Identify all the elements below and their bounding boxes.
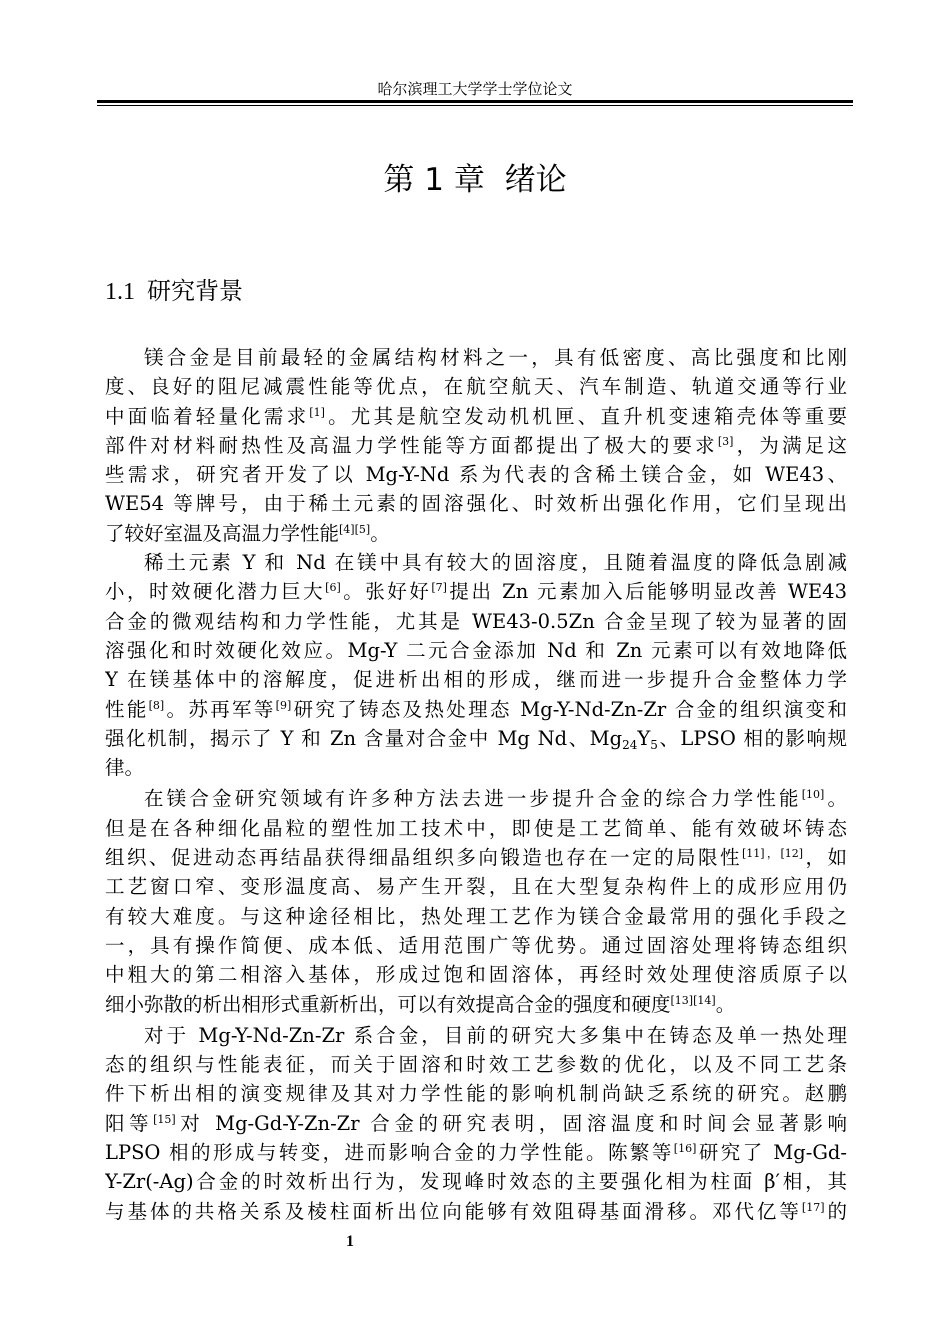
- text-line: [105, 753, 847, 782]
- text-line: [105, 665, 847, 694]
- citation-ref: [3]: [717, 434, 734, 448]
- header-rule-thin: [97, 105, 853, 106]
- citation-ref: [11]，[12]: [741, 847, 804, 861]
- text-line: [105, 784, 847, 813]
- subscript: 24: [622, 737, 638, 752]
- chapter-name: 绪论: [504, 162, 567, 198]
- chapter-title: [97, 160, 853, 200]
- text-line: [105, 1197, 847, 1226]
- text-line: [105, 1079, 847, 1108]
- line-text: 组织、促进动态再结晶获得细晶组织多向锻造也存在一定的局限性: [105, 846, 742, 870]
- line-text: 阳等: [105, 1111, 154, 1135]
- line-text: 在镁合金研究领域有许多种方法去进一步提升合金的综合力学性能: [144, 787, 802, 811]
- line-text: 合金的微观结构和力学性能，尤其是 WE43-0.5Zn 合金呈现了较为显著的固: [105, 609, 847, 633]
- line-text: 镁合金是目前最轻的金属结构材料之一，具有低密度、高比强度和比刚: [144, 346, 847, 369]
- line-text: 些需求，研究者开发了以 Mg-Y-Nd 系为代表的含稀土镁合金，如 WE43、: [105, 463, 847, 487]
- text-line: [105, 990, 847, 1019]
- text-line: [105, 695, 847, 724]
- citation-ref: [15]: [153, 1112, 176, 1126]
- line-text: Y-Zr(-Ag)合金的时效析出行为，发现峰时效态的主要强化相为柱面 β′相，其: [105, 1170, 847, 1194]
- line-text: 细小弥散的析出相形式重新析出，可以有效提高合金的强度和硬度: [105, 992, 671, 1016]
- text-line: [105, 1167, 847, 1196]
- line-text-cont: Y: [637, 726, 651, 750]
- text-line: [105, 1138, 847, 1167]
- line-text-cont: 提出 Zn 元素加入后能够明显改善 WE43: [446, 580, 847, 604]
- body-text: [105, 343, 847, 1226]
- line-text-cont: 对 Mg-Gd-Y-Zn-Zr 合金的研究表明，固溶温度和时间会显著影响: [175, 1111, 847, 1135]
- line-text-cont: 。: [824, 787, 847, 811]
- line-text: 与基体的共格关系及棱柱面析出位向能够有效阻碍基面滑移。邓代亿等: [105, 1199, 802, 1223]
- citation-ref: [17]: [801, 1200, 825, 1214]
- line-text: Y 在镁基体中的溶解度，促进析出相的形成，继而进一步提升合金整体力学: [105, 668, 847, 692]
- header-rule-thick: [97, 100, 853, 103]
- citation-ref: [10]: [801, 788, 825, 802]
- citation-ref: [9]: [275, 698, 292, 712]
- line-text: 性能: [105, 697, 149, 721]
- citation-ref: [4][5]: [339, 522, 371, 536]
- text-line: [105, 460, 847, 489]
- section-heading: [105, 276, 243, 307]
- line-text: 中面临着轻量化需求: [105, 404, 310, 428]
- line-text-cont: 。: [370, 521, 390, 545]
- running-header: 哈尔滨理工大学学士学位论文: [377, 80, 573, 98]
- line-text: 度、良好的阻尼减震性能等优点，在航空航天、汽车制造、轨道交通等行业: [105, 375, 847, 399]
- line-text: 溶强化和时效硬化效应。Mg-Y 二元合金添加 Nd 和 Zn 元素可以有效地降低: [105, 638, 847, 662]
- line-text: 强化机制，揭示了 Y 和 Zn 含量对合金中 Mg Nd、Mg: [105, 726, 623, 750]
- text-line: [105, 814, 847, 843]
- line-text: 一，具有操作简便、成本低、适用范围广等优势。通过固溶处理将铸态组织: [105, 933, 847, 957]
- text-line: [105, 1050, 847, 1079]
- line-text: 部件对材料耐热性及高温力学性能等方面都提出了极大的要求: [105, 433, 718, 457]
- text-line: [105, 724, 847, 753]
- line-text-cont: ，如: [803, 846, 847, 870]
- line-text: 件下析出相的演变规律及其对力学性能的影响机制尚缺乏系统的研究。赵鹏: [105, 1082, 847, 1106]
- chapter-number: 第 1 章: [383, 162, 485, 198]
- line-text: WE54 等牌号，由于稀土元素的固溶强化、时效析出强化作用，它们呈现出: [105, 492, 847, 516]
- text-line: [105, 607, 847, 636]
- text-line: [105, 1021, 847, 1050]
- text-line: [105, 636, 847, 665]
- text-line: [105, 431, 847, 460]
- text-line: [105, 902, 847, 931]
- line-text: 有较大难度。与这种途径相比，热处理工艺作为镁合金最常用的强化手段之: [105, 904, 847, 928]
- text-line: [105, 577, 847, 606]
- line-text-cont: 。苏再军等: [164, 697, 276, 721]
- text-line: [105, 489, 847, 518]
- text-line: [105, 872, 847, 901]
- line-text: 态的组织与性能表征，而关于固溶和时效工艺参数的优化，以及不同工艺条: [105, 1053, 847, 1077]
- text-line: [105, 960, 847, 989]
- line-text-cont: 研究了 Mg-Gd-: [696, 1141, 847, 1165]
- text-line: [105, 372, 847, 401]
- citation-ref: [16]: [673, 1142, 697, 1156]
- line-text-cont: 。: [715, 992, 736, 1016]
- citation-ref: [7]: [431, 581, 447, 595]
- page-number: 1: [346, 1233, 354, 1250]
- line-text: 对于 Mg-Y-Nd-Zn-Zr 系合金，目前的研究大多集中在铸态及单一热处理: [144, 1023, 847, 1047]
- text-line: [105, 931, 847, 960]
- text-line: [105, 548, 847, 577]
- line-text-cont: 的: [824, 1199, 847, 1223]
- section-name: 研究背景: [147, 277, 243, 305]
- line-text-cont: ，为满足这: [733, 433, 847, 457]
- text-line: [105, 1109, 847, 1138]
- text-line: [105, 402, 847, 431]
- text-line: [105, 843, 847, 872]
- line-text-cont: 。尤其是航空发动机机匣、直升机变速箱壳体等重要: [324, 404, 847, 428]
- line-text: 但是在各种细化晶粒的塑性加工技术中，即使是工艺简单、能有效破坏铸态: [105, 816, 847, 840]
- line-text-cont: 。张好好: [340, 580, 432, 604]
- line-text: 小，时效硬化潜力巨大: [105, 580, 326, 604]
- line-text: 中粗大的第二相溶入基体，形成过饱和固溶体，再经时效处理使溶质原子以: [105, 963, 847, 987]
- line-text: 工艺窗口窄、变形温度高、易产生开裂，且在大型复杂构件上的成形应用仍: [105, 875, 847, 899]
- line-text-cont: 研究了铸态及热处理态 Mg-Y-Nd-Zn-Zr 合金的组织演变和: [291, 697, 847, 721]
- section-number: 1.1: [105, 279, 135, 305]
- line-text: 了较好室温及高温力学性能: [105, 521, 340, 545]
- citation-ref: [1]: [309, 405, 325, 419]
- citation-ref: [13][14]: [670, 993, 716, 1007]
- text-line: [105, 343, 847, 372]
- text-line: [105, 519, 847, 548]
- citation-ref: [8]: [148, 698, 165, 712]
- line-text: 稀土元素 Y 和 Nd 在镁中具有较大的固溶度，且随着温度的降低急剧减: [144, 551, 847, 575]
- line-text: LPSO 相的形成与转变，进而影响合金的力学性能。陈繁等: [105, 1141, 674, 1165]
- line-text-cont: 、LPSO 相的影响规: [657, 726, 847, 750]
- subscript: 5: [650, 737, 658, 752]
- line-text: 律。: [105, 756, 145, 780]
- citation-ref: [6]: [325, 581, 341, 595]
